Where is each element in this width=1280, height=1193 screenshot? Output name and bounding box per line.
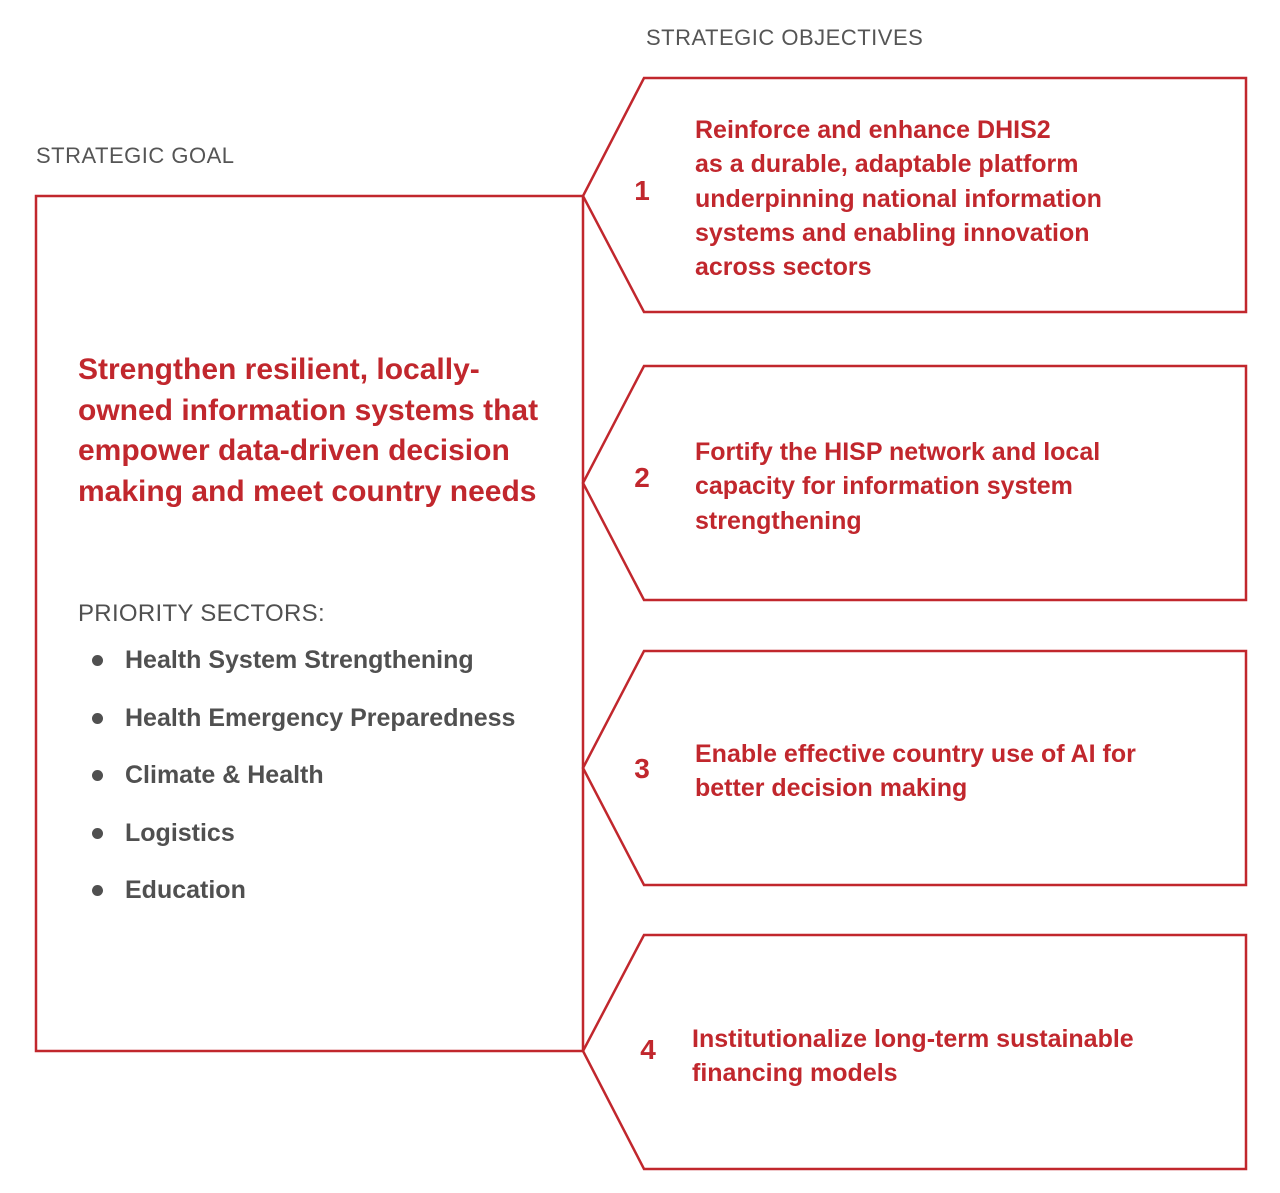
strategic-goal-text: Strengthen resilient, locally-owned information systems that empower data-driven decision making and meet country needs: [78, 353, 539, 508]
bullet-icon: [92, 770, 103, 781]
strategic-objectives-heading: STRATEGIC OBJECTIVES: [646, 25, 924, 50]
strategic-goal-heading: STRATEGIC GOAL: [36, 143, 235, 168]
priority-sectors-label: PRIORITY SECTORS:: [78, 600, 325, 627]
sector-label: Climate & Health: [125, 761, 324, 789]
objective-1-text: Reinforce and enhance DHIS2 as a durable, adaptable platform underpinning national information systems and enabling innovation across sectors: [695, 116, 1102, 282]
list-item: [88, 698, 515, 756]
bullet-icon: [92, 713, 103, 724]
list-item: [88, 640, 515, 698]
objective-4-text: Institutionalize long-term sustainable financing models: [692, 1025, 1134, 1088]
bullet-icon: [92, 655, 103, 666]
list-item: [88, 870, 515, 928]
sector-label: Health Emergency Preparedness: [125, 703, 516, 732]
bullet-icon: [92, 885, 103, 896]
sector-label: Logistics: [125, 818, 235, 847]
priority-sectors-list: [88, 640, 515, 928]
objective-2-number: 2: [634, 462, 650, 493]
objective-3-number: 3: [634, 753, 650, 784]
sector-label: Education: [125, 876, 246, 904]
list-item: [88, 755, 515, 813]
objective-2-text: Fortify the HISP network and local capacity for information system strengthening: [695, 438, 1101, 535]
bullet-icon: [92, 828, 103, 839]
list-item: [88, 813, 515, 871]
sector-label: Health System Strengthening: [125, 646, 474, 674]
objective-1-number: 1: [634, 175, 650, 206]
objective-4-number: 4: [640, 1034, 656, 1065]
objective-3-text: Enable effective country use of AI for better decision making: [695, 740, 1136, 803]
